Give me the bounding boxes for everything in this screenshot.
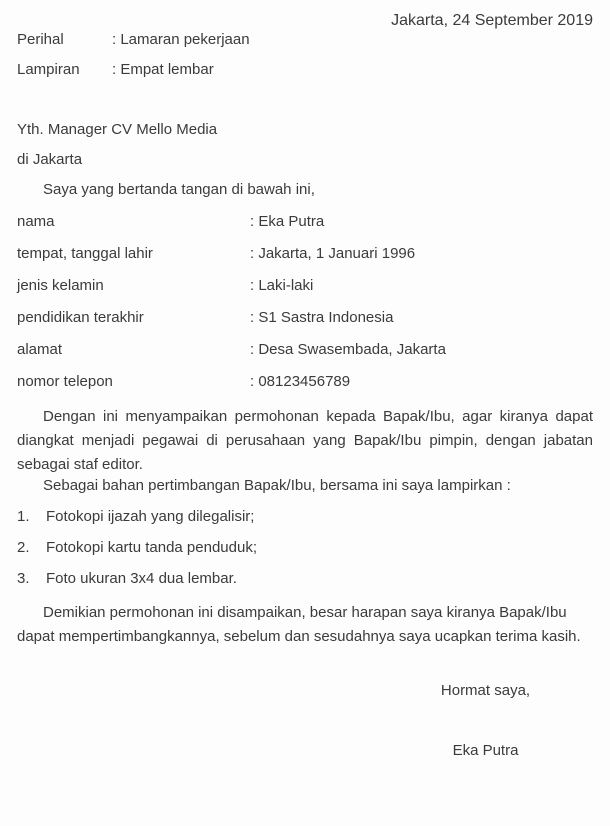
- identity-value-telepon: : 08123456789: [250, 373, 351, 390]
- attachment-number-3: 3.: [17, 570, 30, 587]
- attachment-item-2: [17, 539, 593, 557]
- identity-row-pendidikan: [17, 309, 593, 327]
- recipient-block: [17, 121, 593, 169]
- identity-label-ttl: tempat, tanggal lahir: [17, 245, 153, 262]
- identity-value-nama: : Eka Putra: [250, 213, 325, 230]
- identity-label-pendidikan: pendidikan terakhir: [17, 309, 144, 326]
- date-line: Jakarta, 24 September 2019: [391, 12, 593, 29]
- identity-row-nama: [17, 213, 593, 231]
- identity-label-kelamin: jenis kelamin: [17, 277, 104, 294]
- identity-label-alamat: alamat: [17, 341, 63, 358]
- paragraph-attachments-intro: Sebagai bahan pertimbangan Bapak/Ibu, bersama ini saya lampirkan :: [43, 477, 511, 494]
- attachment-text-1: Fotokopi ijazah yang dilegalisir;: [46, 508, 255, 525]
- identity-row-ttl: [17, 245, 593, 263]
- signature-name: Eka Putra: [452, 742, 519, 759]
- identity-label-telepon: nomor telepon: [17, 373, 113, 390]
- identity-value-pendidikan: : S1 Sastra Indonesia: [250, 309, 394, 326]
- identity-value-alamat: : Desa Swasembada, Jakarta: [250, 341, 446, 358]
- identity-row-kelamin: [17, 277, 593, 295]
- meta-label-lampiran: Lampiran: [17, 61, 80, 78]
- paragraph-closing: Demikian permohonan ini disampaikan, besar harapan saya kiranya Bapak/Ibu dapat mempertimbangkannya, sebelum dan sesudahnya saya ucapkan terima kasih.: [17, 604, 581, 645]
- attachment-text-2: Fotokopi kartu tanda penduduk;: [46, 539, 257, 556]
- attachment-number-2: 2.: [17, 539, 30, 556]
- signature-block: [413, 682, 558, 760]
- meta-value-perihal: : Lamaran pekerjaan: [112, 31, 250, 48]
- meta-label-perihal: Perihal: [17, 31, 64, 48]
- attachment-number-1: 1.: [17, 508, 30, 525]
- meta-row-lampiran: [17, 61, 593, 79]
- meta-row-perihal: [17, 31, 593, 49]
- attachment-list: [17, 508, 593, 588]
- recipient-name: Yth. Manager CV Mello Media: [17, 121, 218, 138]
- paragraph-request: Dengan ini menyampaikan permohonan kepada Bapak/Ibu, agar kiranya dapat diangkat menjadi pegawai di perusahaan yang Bapak/Ibu pimpin, dengan jabatan sebagai staf editor.: [17, 408, 593, 473]
- letter-meta: [17, 31, 593, 79]
- identity-row-telepon: [17, 373, 593, 391]
- attachment-item-3: [17, 570, 593, 588]
- identity-row-alamat: [17, 341, 593, 359]
- identity-table: [17, 213, 593, 391]
- recipient-city: di Jakarta: [17, 151, 83, 168]
- opening-line: Saya yang bertanda tangan di bawah ini,: [43, 181, 315, 198]
- meta-value-lampiran: : Empat lembar: [112, 61, 214, 78]
- identity-value-ttl: : Jakarta, 1 Januari 1996: [250, 245, 416, 262]
- attachment-text-3: Foto ukuran 3x4 dua lembar.: [46, 570, 237, 587]
- identity-value-kelamin: : Laki-laki: [250, 277, 314, 294]
- identity-label-nama: nama: [17, 213, 55, 230]
- attachment-item-1: [17, 508, 593, 526]
- signature-salutation: Hormat saya,: [440, 682, 531, 699]
